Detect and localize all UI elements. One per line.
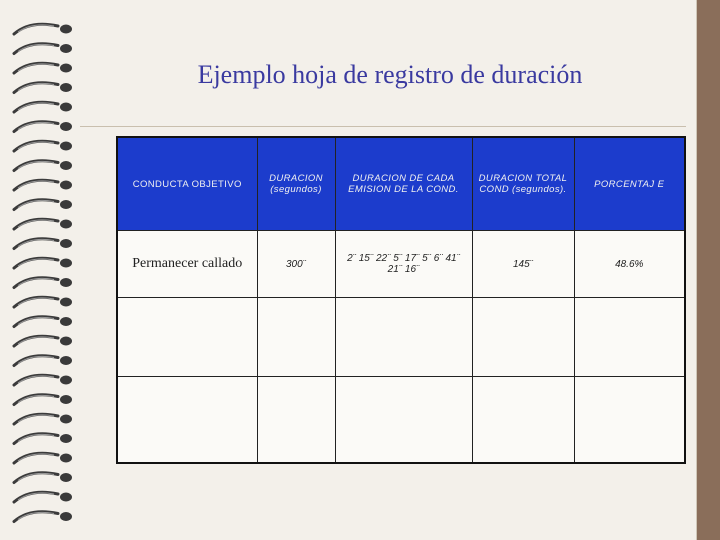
empty-cell <box>257 376 335 463</box>
page-title: Ejemplo hoja de registro de duración <box>197 60 583 89</box>
table-row <box>117 231 685 298</box>
binding-ring <box>14 297 72 307</box>
empty-cell <box>117 376 257 463</box>
empty-cell <box>257 298 335 377</box>
binding-ring <box>14 356 72 366</box>
binding-ring <box>14 473 72 483</box>
header-duracion: DURACION (segundos) <box>257 137 335 231</box>
binding-ring <box>14 83 72 93</box>
binding-ring <box>14 200 72 210</box>
binding-ring <box>14 161 72 171</box>
binding-ring <box>14 434 72 444</box>
cell-emisiones: 2¨ 15¨ 22¨ 5¨ 17¨ 5¨ 6¨ 41¨ 21¨ 16¨ <box>335 231 472 298</box>
binding-ring <box>14 336 72 346</box>
binding-ring <box>14 375 72 385</box>
empty-cell <box>472 298 574 377</box>
binding-ring <box>14 122 72 132</box>
binding-ring <box>14 414 72 424</box>
binding-ring <box>14 258 72 268</box>
registro-table <box>116 136 686 464</box>
header-conducta: CONDUCTA OBJETIVO <box>117 137 257 231</box>
cell-duracion: 300¨ <box>257 231 335 298</box>
binding-ring <box>14 492 72 502</box>
binding-ring <box>14 219 72 229</box>
empty-cell <box>574 298 685 377</box>
binding-ring <box>14 278 72 288</box>
spiral-binding <box>0 0 80 540</box>
divider <box>80 126 686 127</box>
binding-ring <box>14 180 72 190</box>
binding-ring <box>14 512 72 522</box>
binding-ring <box>14 24 72 34</box>
empty-cell <box>117 298 257 377</box>
cell-conducta: Permanecer callado <box>117 231 257 298</box>
empty-cell <box>472 376 574 463</box>
header-duracion-total: DURACION TOTAL COND (segundos). <box>472 137 574 231</box>
empty-row <box>117 298 685 377</box>
binding-ring <box>14 239 72 249</box>
header-row <box>117 137 685 231</box>
binding-ring <box>14 63 72 73</box>
binding-ring <box>14 141 72 151</box>
empty-cell <box>335 376 472 463</box>
header-porcentaje: PORCENTAJ E <box>574 137 685 231</box>
cell-porcentaje: 48.6% <box>574 231 685 298</box>
empty-cell <box>574 376 685 463</box>
binding-ring <box>14 453 72 463</box>
binding-ring <box>14 395 72 405</box>
empty-cell <box>335 298 472 377</box>
binding-ring <box>14 317 72 327</box>
cell-total: 145¨ <box>472 231 574 298</box>
header-duracion-cada-emision: DURACION DE CADA EMISION DE LA COND. <box>335 137 472 231</box>
binding-ring <box>14 44 72 54</box>
binding-ring <box>14 102 72 112</box>
empty-row <box>117 376 685 463</box>
